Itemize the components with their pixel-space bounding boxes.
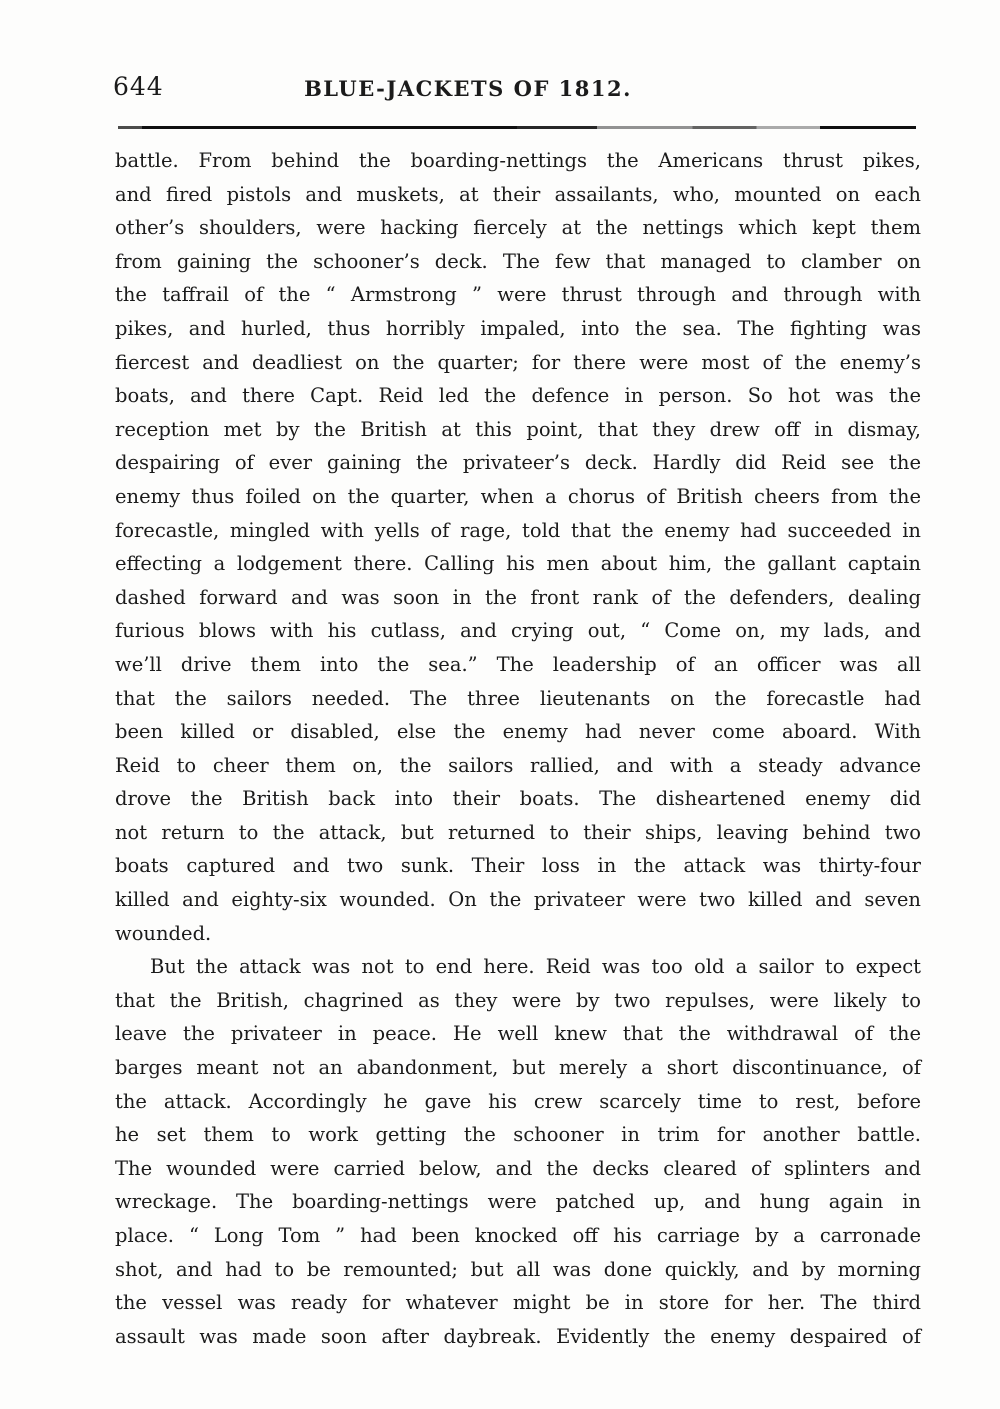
text-line: battle. From behind the boarding-nettings the Americans thrust pikes, [115,149,921,172]
paragraph-2 [115,950,921,1353]
text-line: we’ll drive them into the sea.” The leadership of an officer was all [115,652,921,676]
running-header-title: BLUE-JACKETS OF 1812. [304,76,632,101]
text-line: wreckage. The boarding-nettings were patched up, and hung again in [115,1190,921,1214]
text-line: furious blows with his cutlass, and crying out, “ Come on, my lads, and [115,619,921,643]
text-line: despairing of ever gaining the privateer’s deck. Hardly did Reid see the [115,451,921,475]
text-line: the attack. Accordingly he gave his crew scarcely time to rest, before [115,1089,921,1113]
text-line: been killed or disabled, else the enemy had never come aboard. With [115,720,921,744]
text-line: fiercest and deadliest on the quarter; for there were most of the enemy’s [115,350,921,374]
text-line: Reid to cheer them on, the sailors rallied, and with a steady advance [115,753,921,777]
text-line: barges meant not an abandonment, but merely a short discontinuance, of [115,1056,921,1080]
text-line: wounded. [115,921,212,945]
text-line: boats captured and two sunk. Their loss in the attack was thirty-four [115,854,921,878]
text-line: reception met by the British at this point, that they drew off in dismay, [115,417,921,441]
page-number: 644 [113,72,164,101]
header-rule [118,126,916,129]
text-line: the vessel was ready for whatever might be in store for her. The third [115,1291,921,1315]
text-line: from gaining the schooner’s deck. The few that managed to clamber on [115,249,921,273]
text-line: and fired pistols and muskets, at their assailants, who, mounted on each [115,182,921,206]
text-block [115,144,921,1353]
text-line: leave the privateer in peace. He well knew that the withdrawal of the [115,1022,921,1046]
text-line: The wounded were carried below, and the decks cleared of splinters and [115,1156,921,1180]
text-line: pikes, and hurled, thus horribly impaled, into the sea. The fighting was [115,316,921,340]
text-line: he set them to work getting the schooner in trim for another battle. [115,1123,921,1147]
text-line: drove the British back into their boats. The disheartened enemy did [115,787,921,811]
text-line: boats, and there Capt. Reid led the defence in person. So hot was the [115,384,921,408]
text-line: that the sailors needed. The three lieutenants on the forecastle had [115,686,921,710]
text-line: place. “ Long Tom ” had been knocked off his carriage by a carronade [115,1224,921,1247]
text-line: shot, and had to be remounted; but all was done quickly, and by morning [115,1257,921,1281]
text-line: that the British, chagrined as they were by two repulses, were likely to [115,988,921,1012]
paragraph-1 [115,144,921,950]
text-line: forecastle, mingled with yells of rage, told that the enemy had succeeded in [115,518,921,542]
text-line: dashed forward and was soon in the front rank of the defenders, dealing [115,585,921,609]
text-line: But the attack was not to end here. Reid was too old a sailor to expect [150,955,921,979]
text-line: the taffrail of the “ Armstrong ” were thrust through and through with [115,283,921,307]
text-line: enemy thus foiled on the quarter, when a chorus of British cheers from the [115,484,921,508]
text-line: assault was made soon after daybreak. Evidently the enemy despaired of [115,1324,921,1348]
text-line: effecting a lodgement there. Calling his men about him, the gallant captain [115,552,921,576]
text-line: killed and eighty-six wounded. On the privateer were two killed and seven [115,888,921,912]
text-line: not return to the attack, but returned to their ships, leaving behind two [115,820,921,844]
text-line: other’s shoulders, were hacking fiercely at the nettings which kept them [115,216,921,240]
